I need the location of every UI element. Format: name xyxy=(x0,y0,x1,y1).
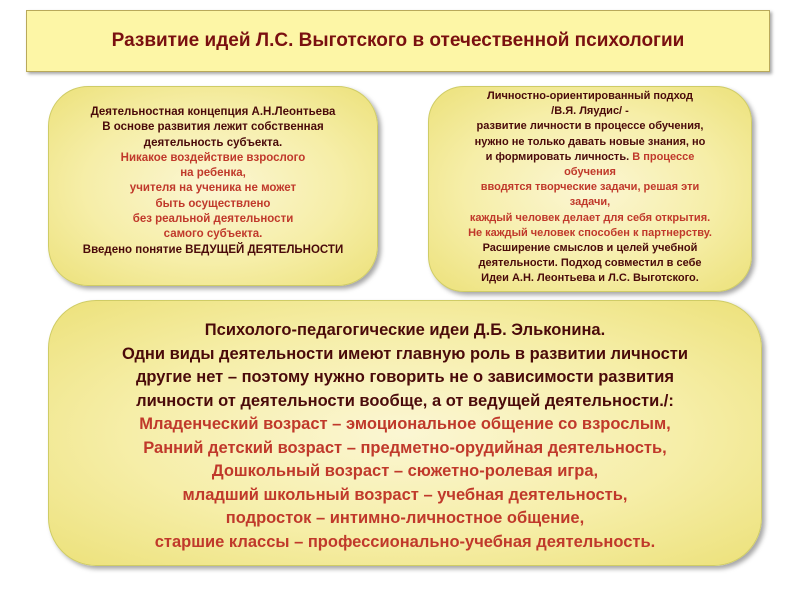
slide-title: Развитие идей Л.С. Выготского в отечественной психологии xyxy=(111,30,685,51)
elkonin-line: старшие классы – профессионально-учебная деятельность. xyxy=(154,532,656,551)
leontiev-card xyxy=(48,86,378,286)
elkonin-line: Младенческий возраст – эмоциональное общение со взрослым, xyxy=(139,415,671,433)
lyaudis-line: /В.Я. Ляудис/ - xyxy=(551,105,629,118)
elkonin-line: младший школьный возраст – учебная деятельность, xyxy=(182,485,628,504)
lyaudis-line: вводятся творческие задачи, решая эти xyxy=(480,181,700,194)
lyaudis-card xyxy=(428,86,752,292)
lyaudis-line xyxy=(429,150,751,165)
elkonin-line: Ранний детский возраст – предметно-орудийная деятельность, xyxy=(143,438,667,457)
leontiev-line: Никакое воздействие взрослого xyxy=(120,151,306,164)
elkonin-card xyxy=(48,300,762,566)
lyaudis-line: деятельности. Подход совместил в себе xyxy=(478,257,702,270)
elkonin-heading: Психолого-педагогические идеи Д.Б. Эльконина. xyxy=(204,321,606,339)
lyaudis-line: нужно не только давать новые знания, но xyxy=(474,135,706,148)
lyaudis-line: Не каждый человек способен к партнерству. xyxy=(468,226,712,239)
lyaudis-line: обучения xyxy=(564,166,616,179)
lyaudis-line: развитие личности в процессе обучения, xyxy=(476,120,704,133)
lyaudis-line: каждый человек делает для себя открытия. xyxy=(469,211,711,224)
title-banner xyxy=(26,10,770,72)
elkonin-line: Дошкольный возраст – сюжетно-ролевая игра, xyxy=(211,462,599,480)
leontiev-line: учителя на ученика не может xyxy=(129,182,297,195)
lyaudis-line: Личностно-ориентированный подход xyxy=(486,90,693,102)
leontiev-line: быть осуществлено xyxy=(155,197,271,210)
leontiev-line: В основе развития лежит собственная xyxy=(102,121,324,134)
lyaudis-line-part: и формировать личность. xyxy=(485,150,630,163)
elkonin-line: личности от деятельности вообще, а от ведущей деятельности./: xyxy=(136,391,674,410)
leontiev-line: без реальной деятельности xyxy=(132,213,294,226)
lyaudis-line-part: В процессе xyxy=(629,150,695,163)
elkonin-line: подросток – интимно-личностное общение, xyxy=(225,509,585,527)
leontiev-line: деятельность субъекта. xyxy=(143,136,283,149)
leontiev-line: Введено понятие ВЕДУЩЕЙ ДЕЯТЕЛЬНОСТИ xyxy=(82,243,344,256)
lyaudis-line: Расширение смыслов и целей учебной xyxy=(482,242,698,255)
lyaudis-line: задачи, xyxy=(569,196,611,209)
leontiev-line: самого субъекта. xyxy=(163,228,263,241)
elkonin-line: Одни виды деятельности имеют главную роль в развитии личности xyxy=(122,344,688,363)
elkonin-line: другие нет – поэтому нужно говорить не о зависимости развития xyxy=(135,368,675,386)
lyaudis-line: Идеи А.Н. Леонтьева и Л.С. Выготского. xyxy=(481,272,699,285)
leontiev-heading: Деятельностная концепция А.Н.Леонтьева xyxy=(90,106,336,118)
leontiev-line: на ребенка, xyxy=(180,167,246,180)
